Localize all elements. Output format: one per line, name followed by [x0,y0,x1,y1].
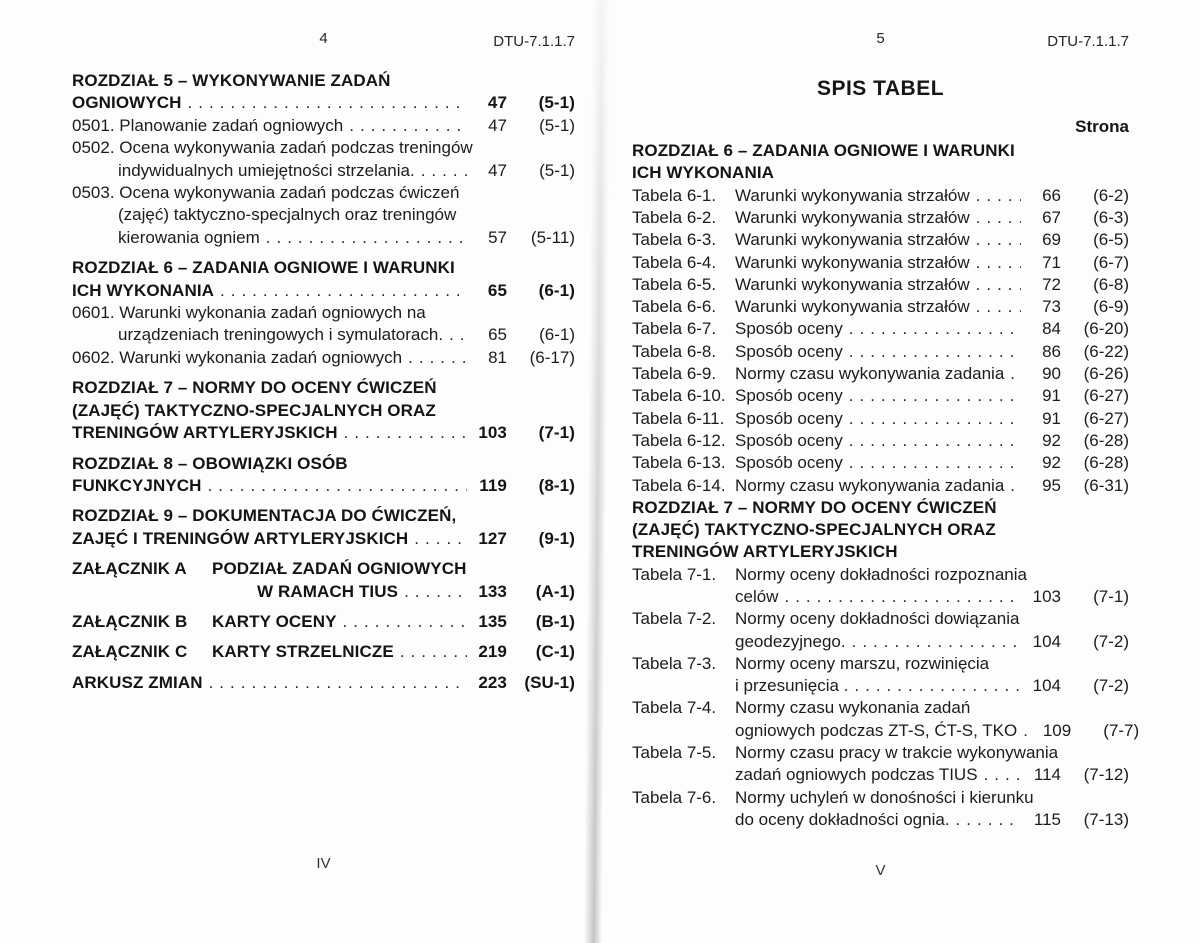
toc-entry-text: 0602. Warunki wykonania zadań ogniowych [72,347,403,367]
dot-leader [976,252,1021,274]
page-ref-number: 86 [1042,341,1061,361]
page-ref-number: 57 [488,227,507,247]
page-ref-number: 47 [488,160,507,180]
toc-entry-text: Sposób oceny [735,319,843,339]
page-ref-number: 103 [478,423,507,443]
toc-entry-text: (ZAJĘĆ) TAKTYCZNO-SPECJALNYCH ORAZ [72,400,436,420]
page-ref-number: 71 [1042,252,1061,272]
toc-entry-text: ROZDZIAŁ 7 – NORMY DO OCENY ĆWICZEŃ [72,378,437,398]
doc-code: DTU-7.1.1.7 [493,33,575,50]
toc-entry-text: Normy oceny marszu, rozwinięcia [735,653,990,673]
dot-leader [849,430,1021,452]
toc-entry-label: Tabela 6-14. [632,475,726,495]
toc-row [72,400,575,422]
toc-entry-text: ogniowych podczas ZT-S, ĆT-S, TKO [735,720,1018,740]
toc-entry-label: Tabela 7-1. [632,564,717,584]
toc-entries-right [632,140,1140,831]
section-ref: (6-22) [1083,341,1129,361]
section-ref: (5-1) [538,93,575,113]
section-ref: (5-11) [530,227,575,247]
toc-entry-label: Tabela 7-4. [632,698,717,718]
toc-row [632,229,1129,251]
toc-entry-text: Normy czasu wykonywania zadania [735,475,1005,495]
toc-entry-label: Tabela 6-11. [632,408,725,428]
toc-entry-label: ZAŁĄCZNIK C [72,642,188,662]
toc-row [72,324,575,346]
toc-row [632,296,1129,318]
toc-entry-text: Warunki wykonywania strzałów [735,230,970,250]
toc-entry-text: Normy czasu wykonywania zadania [735,364,1005,384]
toc-row [632,631,1129,653]
toc-entry-text: Sposób oceny [735,430,843,450]
toc-entry-text: PODZIAŁ ZADAŃ OGNIOWYCH [212,559,467,579]
toc-entry-text: 0503. Ocena wykonywania zadań podczas ćwiczeń [72,183,460,203]
section-ref: (6-31) [1083,475,1129,495]
toc-row [632,430,1129,452]
toc-entry-label: Tabela 6-9. [632,364,717,384]
toc-row [72,115,575,137]
toc-entry-text: Warunki wykonywania strzałów [735,207,970,227]
toc-entry-label: Tabela 6-5. [632,274,717,294]
dot-leader [849,385,1021,407]
dot-leader [976,296,1021,318]
dot-leader [209,672,467,694]
page-right [632,30,1140,879]
dot-leader [976,229,1021,251]
dot-leader [852,631,1021,653]
dot-leader [984,764,1021,786]
page-ref-number: 90 [1042,364,1061,384]
toc-entry-label: Tabela 6-10. [632,386,726,406]
toc-row [72,422,575,444]
toc-entry-text: zadań ogniowych podczas TIUS [735,765,978,785]
toc-entry-text: i przesunięcia . [735,676,849,696]
toc-row [632,162,1129,184]
toc-entry-label: ZAŁĄCZNIK B [72,611,188,631]
toc-entry-label: Tabela 6-3. [632,230,717,250]
section-ref: (6-28) [1083,430,1129,450]
toc-row [72,160,575,182]
toc-row [632,363,1129,385]
page-ref-number: 84 [1042,319,1061,339]
section-ref: (B-1) [535,611,575,631]
section-ref: (7-7) [1103,720,1140,740]
page-ref-number: 135 [478,611,507,631]
toc-entry-text: KARTY OCENY [212,611,337,631]
page-ref-number: 223 [478,672,507,692]
toc-row [632,207,1129,229]
toc-row [72,302,575,324]
toc-row [72,137,575,159]
toc-entry-text: ROZDZIAŁ 5 – WYKONYWANIE ZADAŃ [72,71,391,90]
toc-row [72,475,575,497]
section-ref: (5-1) [539,160,575,180]
toc-row [632,475,1129,497]
dot-leader [1010,363,1021,385]
toc-row [632,541,1129,563]
page-ref-number: 47 [487,93,507,113]
section-ref: (6-28) [1083,453,1129,473]
toc-row [632,720,1140,742]
page-ref-number: 103 [1032,587,1061,606]
toc-row [632,140,1129,162]
toc-row [72,204,575,226]
toc-entry-text: (ZAJĘĆ) TAKTYCZNO-SPECJALNYCH ORAZ [632,520,996,540]
dot-leader [220,280,467,302]
toc-row [72,672,575,694]
toc-entry-text: Normy oceny dokładności rozpoznania [735,564,1027,584]
toc-row [72,182,575,204]
toc-entry-label: Tabela 6-13. [632,453,726,473]
toc-row [72,227,575,249]
column-header-strona: Strona [1075,117,1129,137]
toc-row [72,641,575,663]
page-ref-number: 65 [488,325,507,345]
dot-leader [849,452,1021,474]
toc-row [632,697,1129,719]
toc-row [632,385,1129,407]
toc-entry-text: urządzeniach treningowych i symulatorach. [118,325,444,345]
toc-entry-text: ROZDZIAŁ 6 – ZADANIA OGNIOWE I WARUNKI [632,141,1015,161]
toc-entry-text: Sposób oceny [735,341,843,361]
toc-entry-label: Tabela 6-8. [632,341,717,361]
toc-entry-text: Warunki wykonywania strzałów [735,274,970,294]
dot-leader [1010,475,1021,497]
toc-entry-text: 0601. Warunki wykonania zadań ogniowych na [72,303,426,323]
section-ref: (8-1) [538,475,575,495]
toc-entry-text: Normy czasu wykonania zadań [735,698,971,718]
toc-entry-text: ICH WYKONANIA [72,280,215,300]
toc-entry-label: Tabela 6-1. [632,185,717,205]
dot-leader [849,408,1021,430]
toc-entry-text: geodezyjnego. [735,631,846,651]
doc-code: DTU-7.1.1.7 [1047,33,1129,50]
toc-entry-text: ROZDZIAŁ 6 – ZADANIA OGNIOWE I WARUNKI [72,258,455,278]
page-ref-number: 66 [1042,185,1061,205]
toc-row [72,558,575,580]
section-ref: (7-2) [1093,676,1129,696]
toc-entry-text: OGNIOWYCH [72,93,182,113]
toc-entry-text: do oceny dokładności ognia. [735,809,950,829]
toc-row [632,519,1129,541]
toc-entry-text: TRENINGÓW ARTYLERYJSKICH [632,542,898,562]
dot-leader [976,207,1021,229]
section-ref: (6-3) [1093,207,1129,227]
dot-leader [400,641,467,663]
dot-leader [976,185,1021,207]
dot-leader [414,528,467,550]
section-ref: (6-8) [1093,274,1129,294]
page-number: 5 [876,30,885,47]
toc-row [632,452,1129,474]
toc-entry-text: Normy uchyleń w donośności i kierunku [735,787,1034,807]
toc-entry-label: Tabela 6-6. [632,297,717,317]
page-ref-number: 67 [1042,207,1061,227]
page-ref-number: 72 [1042,274,1061,294]
section-ref: (7-13) [1083,809,1129,829]
toc-entry-label: Tabela 7-3. [632,653,717,673]
dot-leader [449,324,467,346]
toc-entry-label: Tabela 7-5. [632,743,717,763]
page-ref-number: 119 [479,475,507,495]
page-ref-number: 109 [1042,720,1072,740]
page-gutter-shadow [584,0,610,943]
toc-entry-text: ICH WYKONANIA [632,163,775,183]
dot-leader [854,675,1021,697]
section-ref: (5-1) [539,115,575,135]
page-ref-number: 81 [488,347,507,367]
toc-entry-text: celów [735,587,779,606]
section-ref: (7-12) [1083,765,1129,785]
section-ref: (9-1) [538,528,575,548]
page-left [72,30,575,872]
toc-row [632,675,1129,697]
toc-row [632,608,1129,630]
toc-row [72,453,575,475]
dot-leader [188,92,467,114]
dot-leader [421,160,467,182]
section-ref: (6-7) [1093,252,1129,272]
section-ref: (7-2) [1093,631,1129,651]
page-ref-number: 104 [1032,676,1061,696]
toc-row [72,70,575,92]
toc-row [632,586,1129,608]
section-ref: (6-20) [1083,319,1129,339]
dot-leader [976,274,1021,296]
toc-entry-text: (zajęć) taktyczno-specjalnych oraz treningów [118,205,457,225]
page-ref-number: 127 [478,528,507,548]
page-title: SPIS TABEL [816,77,945,100]
toc-entry-label: Tabela 6-7. [632,319,717,339]
toc-entry-text: Normy oceny dokładności dowiązania [735,609,1020,629]
toc-entry-text: W RAMACH TIUS [257,581,399,601]
page-ref-number: 104 [1032,631,1061,651]
page-header-left [72,30,575,52]
page-header-right [632,30,1129,52]
dot-leader [408,347,467,369]
toc-row [632,252,1129,274]
toc-row [632,497,1129,519]
dot-leader [349,115,467,137]
toc-row [632,564,1129,586]
toc-entry-text: Warunki wykonywania strzałów [735,185,970,205]
section-ref: (6-9) [1093,297,1129,317]
page-footer-roman: IV [316,855,331,872]
toc-row [72,347,575,369]
dot-leader [208,475,467,497]
toc-row [72,611,575,633]
toc-entry-text: FUNKCYJNYCH [72,475,202,495]
toc-entry-text: ROZDZIAŁ 8 – OBOWIĄZKI OSÓB [72,453,348,473]
toc-row [632,274,1129,296]
toc-row [632,653,1129,675]
toc-entry-text: Sposób oceny [735,453,843,473]
toc-row [72,528,575,550]
toc-row [72,377,575,399]
toc-row [632,408,1129,430]
toc-row [632,764,1129,786]
dot-leader [1023,720,1031,742]
page-ref-number: 91 [1042,408,1061,428]
toc-entry-text: Sposób oceny [735,386,843,406]
toc-entry-label: ZAŁĄCZNIK A [72,559,187,579]
page-ref-number: 219 [478,642,507,662]
page-ref-number: 92 [1042,453,1061,473]
toc-entry-text: KARTY STRZELNICZE [212,642,394,662]
dot-leader [849,318,1021,340]
section-ref: (6-27) [1083,408,1129,428]
page-ref-number: 133 [478,581,507,601]
toc-entry-text: TRENINGÓW ARTYLERYJSKICH [72,423,338,443]
page-ref-number: 69 [1042,230,1061,250]
toc-row [72,280,575,302]
dot-leader [849,341,1021,363]
toc-row [72,505,575,527]
section-ref: (6-5) [1093,230,1129,250]
toc-row [632,185,1129,207]
toc-entry-text: ARKUSZ ZMIAN [72,672,203,692]
dot-leader [404,581,467,603]
toc-entry-text: ZAJĘĆ I TRENINGÓW ARTYLERYJSKICH [72,528,409,548]
toc-row [632,809,1129,831]
page-number: 4 [319,30,328,47]
page-ref-number: 115 [1033,809,1061,829]
toc-row [632,742,1129,764]
page-ref-number: 47 [488,115,507,135]
toc-entry-text: kierowania ogniem [118,227,260,247]
toc-entry-label: Tabela 6-12. [632,430,726,450]
page-ref-number: 95 [1042,475,1061,495]
toc-row [72,581,575,603]
section-ref: (C-1) [535,642,575,662]
page-ref-number: 73 [1042,297,1061,317]
toc-entry-label: Tabela 7-2. [632,609,717,629]
toc-entry-text: Warunki wykonywania strzałów [735,252,970,272]
page-ref-number: 91 [1042,386,1061,406]
dot-leader [344,422,467,444]
toc-entry-text: indywidualnych umiejętności strzelania. [118,160,415,180]
toc-entry-text: 0501. Planowanie zadań ogniowych [72,115,344,135]
section-ref: (6-27) [1083,386,1129,406]
toc-entry-text: 0502. Ocena wykonywania zadań podczas treningów [72,138,473,158]
page-footer-roman: V [875,862,886,879]
dot-leader [266,227,467,249]
page-ref-number: 114 [1033,765,1061,785]
section-ref: (6-1) [538,280,575,300]
toc-entry-label: Tabela 7-6. [632,787,717,807]
section-ref: (7-1) [538,423,575,443]
toc-entry-text: Normy czasu pracy w trakcie wykonywania [735,743,1059,763]
section-ref: (A-1) [535,581,575,601]
toc-entry-label: Tabela 6-2. [632,207,717,227]
section-ref: (7-1) [1093,587,1129,606]
toc-row [72,257,575,279]
toc-entry-text: Warunki wykonywania strzałów [735,297,970,317]
toc-entry-text: ROZDZIAŁ 7 – NORMY DO OCENY ĆWICZEŃ [632,497,997,517]
toc-row [72,92,575,114]
toc-row [632,318,1129,340]
section-ref: (SU-1) [524,672,575,692]
dot-leader [784,586,1021,608]
dot-leader [343,611,467,633]
section-ref: (6-1) [539,325,575,345]
toc-entry-label: Tabela 6-4. [632,252,717,272]
toc-entry-text: ROZDZIAŁ 9 – DOKUMENTACJA DO ĆWICZEŃ, [72,506,457,526]
section-ref: (6-17) [529,347,575,367]
toc-row [632,341,1129,363]
toc-row [632,787,1129,809]
dot-leader [956,809,1021,831]
toc-entry-text: Sposób oceny [735,408,843,428]
toc-entries-left [72,70,575,694]
page-ref-number: 65 [487,280,507,300]
section-ref: (6-2) [1093,185,1129,205]
page-ref-number: 92 [1042,430,1061,450]
section-ref: (6-26) [1083,364,1129,384]
